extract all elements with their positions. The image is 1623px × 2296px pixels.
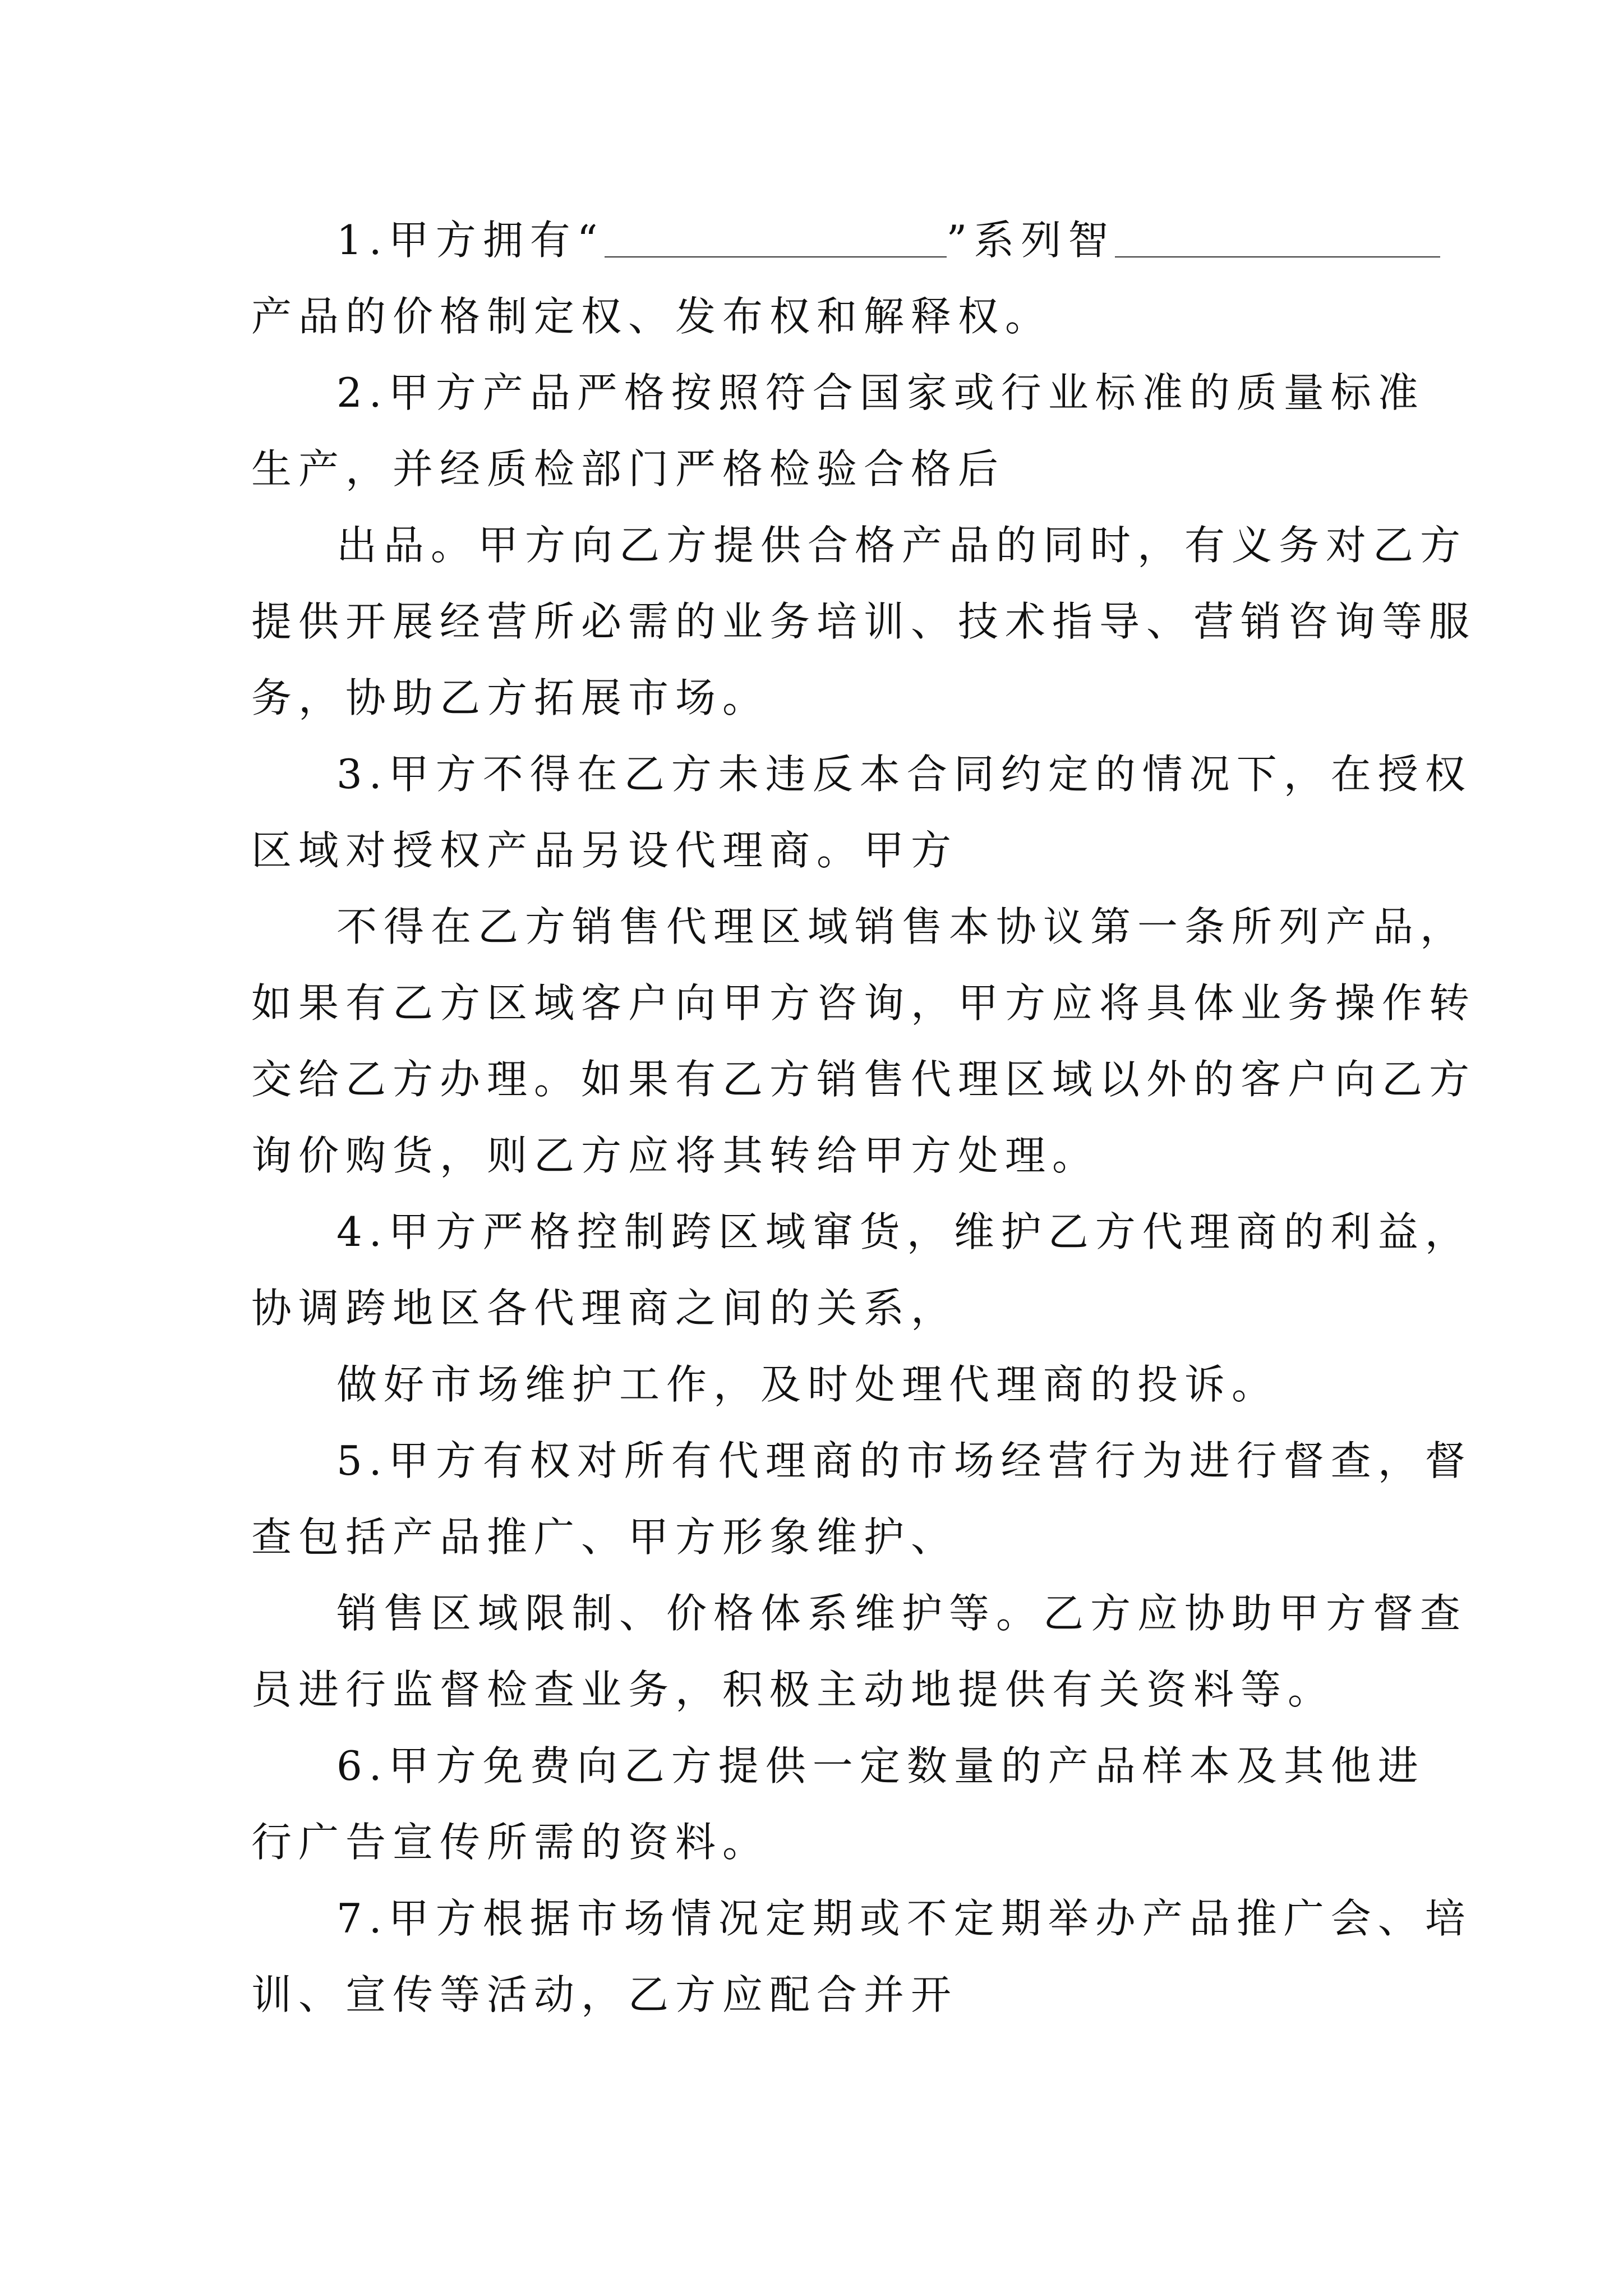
clause-7-line-2: 训、宣传等活动，乙方应配合并开 [251,1971,958,2018]
clause-1-line-1 [336,217,1440,264]
clause-6-line-2: 行广告宣传所需的资料。 [251,1819,770,1866]
clause-1-text-middle: ”系列智 [946,217,1115,264]
blank-line-series-name [605,224,947,257]
clause-5-line-2: 查包括产品推广、甲方形象维护、 [251,1513,958,1561]
clause-2-line-3: 出品。甲方向乙方提供合格产品的同时，有义务对乙方 [336,522,1468,569]
clause-2-line-2: 生产，并经质检部门严格检验合格后 [251,445,1006,493]
clause-3-line-6: 询价购货，则乙方应将其转给甲方处理。 [251,1132,1100,1179]
clause-3-line-1: 3.甲方不得在乙方未违反本合同约定的情况下，在授权 [336,751,1472,798]
clause-1-text-start: 1.甲方拥有“ [336,217,605,264]
clause-3-line-3: 不得在乙方销售代理区域销售本协议第一条所列产品， [336,903,1468,950]
clause-7-line-1: 7.甲方根据市场情况定期或不定期举办产品推广会、培 [336,1895,1472,1942]
clause-1-line-2: 产品的价格制定权、发布权和解释权。 [251,293,1053,340]
clause-3-line-5: 交给乙方办理。如果有乙方销售代理区域以外的客户向乙方 [251,1056,1477,1103]
clause-4-line-1: 4.甲方严格控制跨区域窜货，维护乙方代理商的利益， [336,1208,1472,1255]
clause-5-line-3: 销售区域限制、价格体系维护等。乙方应协助甲方督查 [336,1590,1468,1637]
clause-5-line-1: 5.甲方有权对所有代理商的市场经营行为进行督查，督 [336,1437,1472,1484]
clause-6-line-1: 6.甲方免费向乙方提供一定数量的产品样本及其他进 [336,1742,1425,1789]
clause-2-line-4: 提供开展经营所必需的业务培训、技术指导、营销咨询等服 [251,598,1477,645]
clause-2-line-1: 2.甲方产品严格按照符合国家或行业标准的质量标准 [336,369,1425,416]
clause-2-line-5: 务，协助乙方拓展市场。 [251,674,770,721]
blank-line-product-name [1115,224,1440,257]
clause-4-line-3: 做好市场维护工作，及时处理代理商的投诉。 [336,1361,1279,1408]
clause-5-line-4: 员进行监督检查业务，积极主动地提供有关资料等。 [251,1666,1335,1713]
clause-3-line-4: 如果有乙方区域客户向甲方咨询，甲方应将具体业务操作转 [251,979,1477,1027]
clause-4-line-2: 协调跨地区各代理商之间的关系， [251,1285,958,1332]
clause-3-line-2: 区域对授权产品另设代理商。甲方 [251,827,958,874]
